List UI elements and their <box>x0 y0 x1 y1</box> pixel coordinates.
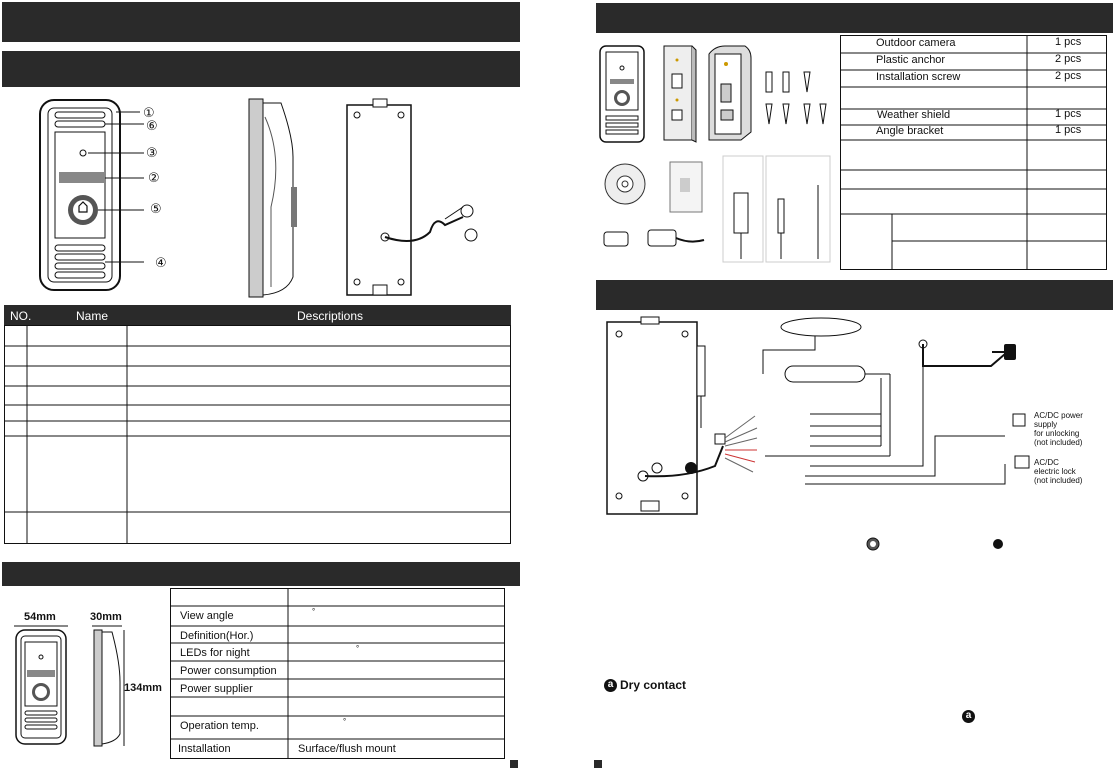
package-item-0: Outdoor camera <box>876 37 956 49</box>
package-camera-front <box>598 44 648 144</box>
left-spec-title-bar <box>2 562 520 586</box>
spec-label-3: LEDs for night <box>180 647 250 659</box>
parts-header-name: Name <box>76 309 109 323</box>
plug-icon <box>990 340 1020 364</box>
right-title-bar-2 <box>596 280 1113 310</box>
electric-lock-label: AC/DC electric lock (not included) <box>1034 458 1083 485</box>
left-title-bar-2 <box>2 51 520 87</box>
spec-label-1: View angle <box>180 610 234 622</box>
right-title-bar-1 <box>596 3 1113 33</box>
package-qty-0: 1 pcs <box>1055 36 1082 48</box>
camera-back-diagram <box>345 97 485 302</box>
package-qty-4: 1 pcs <box>1055 108 1082 120</box>
parts-header-no: NO. <box>10 309 32 323</box>
package-camera-back <box>658 44 698 144</box>
spec-label-7: Operation temp. <box>180 720 259 732</box>
callout-6: ⑥ <box>146 118 158 133</box>
left-title-bar-1 <box>2 2 520 42</box>
dot-marker-icon <box>992 538 1004 550</box>
spec-label-8: Installation <box>178 743 231 755</box>
callout-1: ① <box>143 105 155 120</box>
dry-contact-icon-2: a <box>962 710 975 723</box>
wiring-diagram <box>605 316 1025 516</box>
spec-label-5: Power supplier <box>180 683 253 695</box>
dimension-side-diagram <box>90 622 130 750</box>
spec-label-2: Definition(Hor.) <box>180 630 254 642</box>
package-qty-2: 2 pcs <box>1055 70 1082 82</box>
spec-value-1: ° <box>312 607 316 616</box>
parts-table-grid <box>4 325 512 545</box>
package-cd <box>603 162 647 206</box>
dim-depth-label: 30mm <box>90 611 122 623</box>
package-cables <box>722 155 832 265</box>
dim-height-label: 134mm <box>124 682 162 694</box>
dimension-front-diagram <box>12 622 72 748</box>
callout-4: ④ <box>155 255 167 270</box>
dry-contact-icon: a <box>604 679 617 692</box>
package-item-5: Angle bracket <box>876 125 944 137</box>
spec-value-3: ° <box>356 644 360 653</box>
package-weather-shield <box>705 44 755 144</box>
package-anchors-screws <box>760 70 832 130</box>
right-page-marker <box>594 760 602 768</box>
spec-label-4: Power consumption <box>180 665 277 677</box>
package-power-adapters <box>600 220 710 260</box>
package-manual <box>668 160 704 214</box>
left-page-marker <box>510 760 518 768</box>
tool-marker-icon <box>866 537 880 551</box>
spec-value-7: ° <box>343 717 347 726</box>
dim-width-label: 54mm <box>24 611 56 623</box>
callout-5: ⑤ <box>150 201 162 216</box>
package-item-4: Weather shield <box>877 109 951 121</box>
callout-3: ③ <box>146 145 158 160</box>
package-qty-5: 1 pcs <box>1055 124 1082 136</box>
camera-side-diagram <box>247 97 307 302</box>
package-item-2: Installation screw <box>876 71 961 83</box>
package-qty-1: 2 pcs <box>1055 53 1082 65</box>
spec-value-8: Surface/flush mount <box>298 743 396 755</box>
power-supply-label: AC/DC power supply for unlocking (not included) <box>1034 411 1083 447</box>
package-item-1: Plastic anchor <box>876 54 946 66</box>
callout-2: ② <box>148 170 160 185</box>
parts-header-desc: Descriptions <box>297 309 364 323</box>
dry-contact-label: Dry contact <box>620 678 687 692</box>
